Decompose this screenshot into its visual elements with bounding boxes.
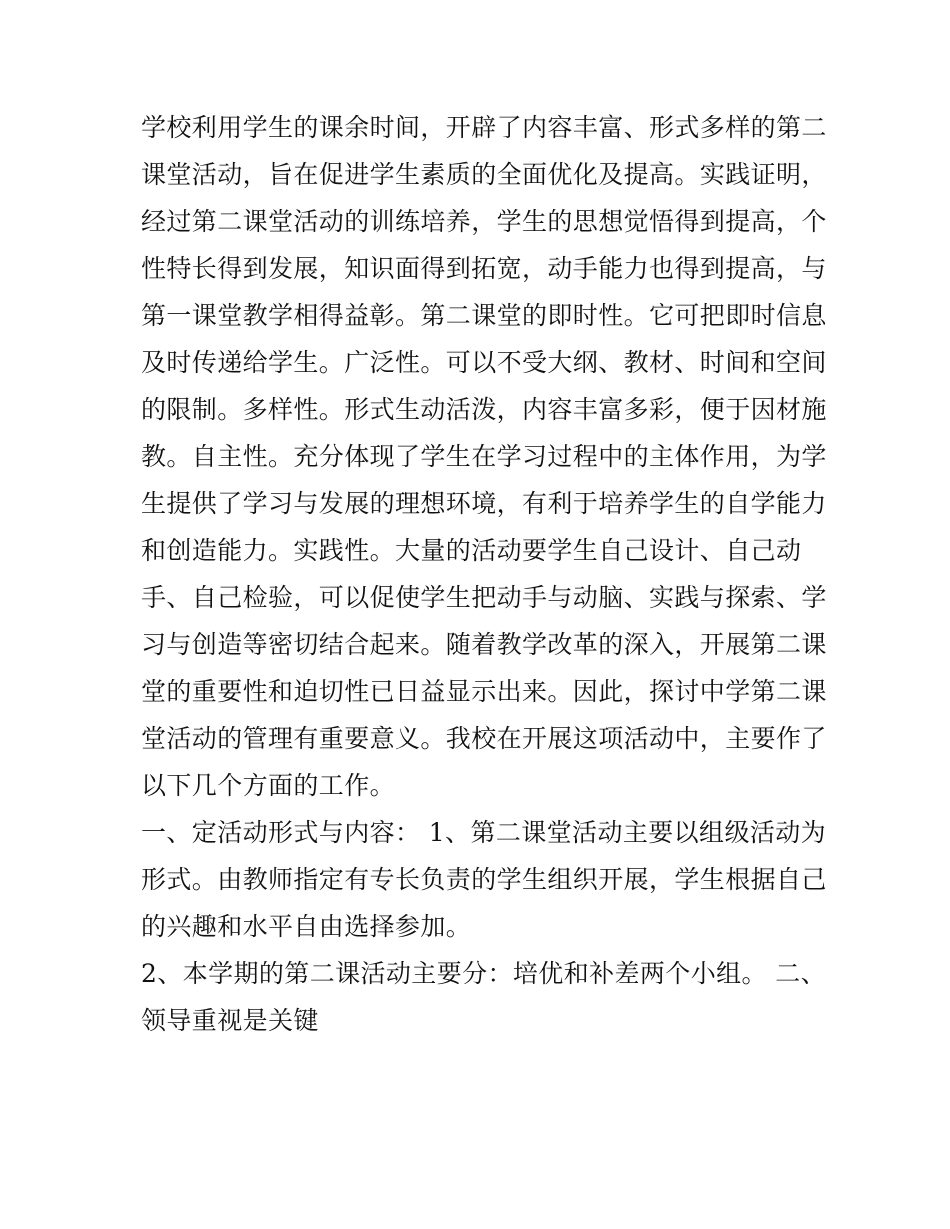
text-line: 手、自己检验，可以促使学生把动手与动脑、实践与探索、学 [141, 583, 827, 612]
body-text [141, 104, 841, 1044]
text-line: 2、本学期的第二课活动主要分：培优和补差两个小组。 二、 [141, 959, 827, 988]
text-line: 领导重视是关键 [141, 1006, 319, 1035]
text-line: 和创造能力。实践性。大量的活动要学生自己设计、自己动 [141, 536, 802, 565]
text-line: 生提供了学习与发展的理想环境，有利于培养学生的自学能力 [141, 489, 827, 518]
text-line: 性特长得到发展，知识面得到拓宽，动手能力也得到提高，与 [141, 254, 827, 283]
text-line: 习与创造等密切结合起来。随着教学改革的深入，开展第二课 [141, 630, 827, 659]
text-line: 经过第二课堂活动的训练培养，学生的思想觉悟得到提高，个 [141, 207, 827, 236]
text-line: 第一课堂教学相得益彰。第二课堂的即时性。它可把即时信息 [141, 301, 827, 330]
text-line: 堂活动的管理有重要意义。我校在开展这项活动中，主要作了 [141, 724, 827, 753]
text-line: 形式。由教师指定有专长负责的学生组织开展，学生根据自己 [141, 865, 827, 894]
text-line: 学校利用学生的课余时间，开辟了内容丰富、形式多样的第二 [141, 113, 827, 142]
text-line: 教。自主性。充分体现了学生在学习过程中的主体作用，为学 [141, 442, 827, 471]
text-line: 及时传递给学生。广泛性。可以不受大纲、教材、时间和空间 [141, 348, 827, 377]
text-line: 以下几个方面的工作。 [141, 771, 396, 800]
text-line: 一、定活动形式与内容： 1、第二课堂活动主要以组级活动为 [141, 818, 827, 847]
text-line: 的兴趣和水平自由选择参加。 [141, 912, 472, 941]
text-line: 课堂活动，旨在促进学生素质的全面优化及提高。实践证明， [141, 160, 827, 189]
text-line: 的限制。多样性。形式生动活泼，内容丰富多彩，便于因材施 [141, 395, 827, 424]
text-line: 堂的重要性和迫切性已日益显示出来。因此，探讨中学第二课 [141, 677, 827, 706]
